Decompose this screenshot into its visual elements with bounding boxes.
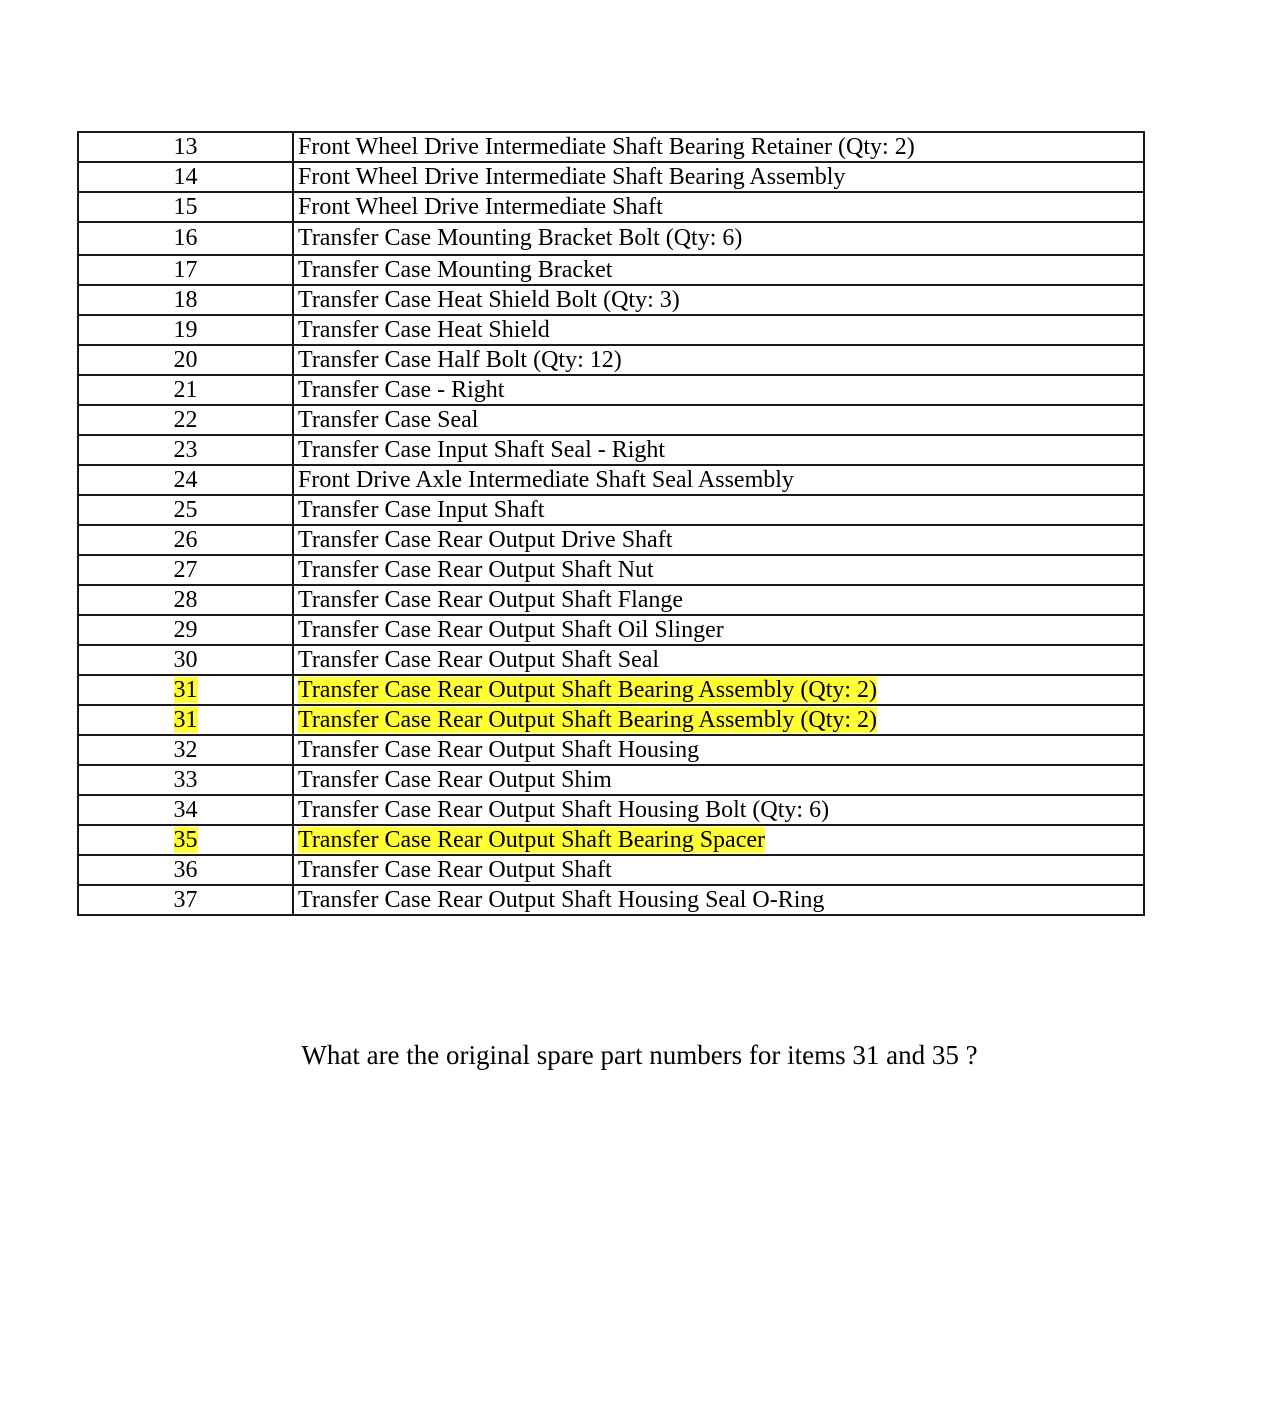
item-description-highlight: Transfer Case Rear Output Shaft Bearing Assembly (Qty: 2) (298, 677, 878, 703)
item-number: 30 (173, 647, 198, 673)
table-row (78, 315, 1144, 345)
item-number: 29 (173, 617, 198, 643)
item-number-cell (78, 705, 293, 735)
question-label: What are the original spare part numbers for items 31 and 35 ? (301, 1040, 978, 1070)
table-row (78, 465, 1144, 495)
item-number: 26 (173, 527, 198, 553)
description-cell (293, 345, 1144, 375)
table-row (78, 855, 1144, 885)
table-row (78, 555, 1144, 585)
description-cell (293, 765, 1144, 795)
item-number: 19 (173, 317, 198, 343)
item-number: 24 (173, 467, 198, 493)
table-row (78, 585, 1144, 615)
item-number: 21 (173, 377, 198, 403)
description-cell (293, 675, 1144, 705)
item-description: Transfer Case Rear Output Shaft Housing (298, 737, 700, 763)
item-description: Transfer Case Input Shaft Seal - Right (298, 437, 666, 463)
item-number-cell (78, 585, 293, 615)
table-row (78, 375, 1144, 405)
table-row (78, 525, 1144, 555)
item-description: Transfer Case Mounting Bracket (298, 257, 613, 283)
item-number-highlight: 31 (173, 677, 198, 703)
item-number-cell (78, 555, 293, 585)
table-row (78, 192, 1144, 222)
item-number-highlight: 31 (173, 707, 198, 733)
item-description: Transfer Case Seal (298, 407, 479, 433)
table-row-highlighted (78, 825, 1144, 855)
item-number: 23 (173, 437, 198, 463)
item-number: 34 (173, 797, 198, 823)
item-description: Front Wheel Drive Intermediate Shaft Bearing Retainer (Qty: 2) (298, 134, 915, 160)
table-row (78, 162, 1144, 192)
item-number-cell (78, 465, 293, 495)
description-cell (293, 315, 1144, 345)
item-description: Transfer Case Rear Output Shaft (298, 857, 612, 883)
item-description-highlight: Transfer Case Rear Output Shaft Bearing Spacer (298, 827, 765, 853)
item-number-cell (78, 315, 293, 345)
item-number-cell (78, 675, 293, 705)
table-row (78, 435, 1144, 465)
description-cell (293, 735, 1144, 765)
item-number-cell (78, 192, 293, 222)
item-number: 17 (173, 257, 198, 283)
item-description: Transfer Case Mounting Bracket Bolt (Qty: 6) (298, 225, 743, 251)
item-description: Transfer Case Rear Output Shaft Nut (298, 557, 654, 583)
item-number-cell (78, 132, 293, 162)
item-number: 16 (173, 225, 198, 251)
item-number-cell (78, 645, 293, 675)
table-row (78, 285, 1144, 315)
item-description: Transfer Case Rear Output Drive Shaft (298, 527, 673, 553)
description-cell (293, 222, 1144, 255)
item-description: Transfer Case Heat Shield Bolt (Qty: 3) (298, 287, 680, 313)
item-number-cell (78, 345, 293, 375)
description-cell (293, 132, 1144, 162)
item-description: Transfer Case Rear Output Shim (298, 767, 612, 793)
item-description: Transfer Case Input Shaft (298, 497, 545, 523)
item-number: 25 (173, 497, 198, 523)
item-description: Front Wheel Drive Intermediate Shaft (298, 194, 663, 220)
item-number-cell (78, 765, 293, 795)
item-number-cell (78, 735, 293, 765)
description-cell (293, 162, 1144, 192)
table-row (78, 345, 1144, 375)
table-row (78, 405, 1144, 435)
description-cell (293, 192, 1144, 222)
description-cell (293, 525, 1144, 555)
item-description: Front Drive Axle Intermediate Shaft Seal Assembly (298, 467, 794, 493)
item-number: 22 (173, 407, 198, 433)
description-cell (293, 465, 1144, 495)
description-cell (293, 555, 1144, 585)
description-cell (293, 855, 1144, 885)
item-description: Front Wheel Drive Intermediate Shaft Bearing Assembly (298, 164, 846, 190)
table-row (78, 795, 1144, 825)
item-number: 32 (173, 737, 198, 763)
item-number-cell (78, 162, 293, 192)
item-description: Transfer Case Heat Shield (298, 317, 550, 343)
item-description: Transfer Case Half Bolt (Qty: 12) (298, 347, 622, 373)
item-number-cell (78, 285, 293, 315)
item-number: 20 (173, 347, 198, 373)
item-description-highlight: Transfer Case Rear Output Shaft Bearing Assembly (Qty: 2) (298, 707, 878, 733)
description-cell (293, 435, 1144, 465)
item-description: Transfer Case - Right (298, 377, 505, 403)
table-row (78, 735, 1144, 765)
description-cell (293, 885, 1144, 915)
item-number: 15 (173, 194, 198, 220)
item-description: Transfer Case Rear Output Shaft Flange (298, 587, 684, 613)
item-number-cell (78, 525, 293, 555)
item-description: Transfer Case Rear Output Shaft Seal (298, 647, 660, 673)
item-description: Transfer Case Rear Output Shaft Oil Slinger (298, 617, 724, 643)
item-number-cell (78, 375, 293, 405)
description-cell (293, 495, 1144, 525)
item-number-cell (78, 825, 293, 855)
table-row (78, 885, 1144, 915)
parts-table (77, 131, 1145, 916)
item-number: 18 (173, 287, 198, 313)
item-number-highlight: 35 (173, 827, 198, 853)
description-cell (293, 585, 1144, 615)
item-number: 33 (173, 767, 198, 793)
table-row (78, 255, 1144, 285)
description-cell (293, 705, 1144, 735)
item-number-cell (78, 405, 293, 435)
item-number: 36 (173, 857, 198, 883)
item-description: Transfer Case Rear Output Shaft Housing Seal O-Ring (298, 887, 825, 913)
table-row (78, 495, 1144, 525)
description-cell (293, 615, 1144, 645)
table-row (78, 615, 1144, 645)
item-number-cell (78, 222, 293, 255)
description-cell (293, 255, 1144, 285)
item-number: 13 (173, 134, 198, 160)
item-number: 28 (173, 587, 198, 613)
description-cell (293, 825, 1144, 855)
item-number-cell (78, 435, 293, 465)
table-row (78, 645, 1144, 675)
item-number-cell (78, 255, 293, 285)
question-text (0, 1038, 1271, 1072)
description-cell (293, 645, 1144, 675)
table-row-highlighted (78, 675, 1144, 705)
table-row (78, 132, 1144, 162)
table-row-highlighted (78, 705, 1144, 735)
item-number-cell (78, 795, 293, 825)
description-cell (293, 795, 1144, 825)
item-number: 27 (173, 557, 198, 583)
description-cell (293, 405, 1144, 435)
item-number: 37 (173, 887, 198, 913)
item-description: Transfer Case Rear Output Shaft Housing Bolt (Qty: 6) (298, 797, 830, 823)
item-number: 14 (173, 164, 198, 190)
item-number-cell (78, 855, 293, 885)
item-number-cell (78, 615, 293, 645)
description-cell (293, 285, 1144, 315)
description-cell (293, 375, 1144, 405)
table-row (78, 222, 1144, 255)
item-number-cell (78, 885, 293, 915)
item-number-cell (78, 495, 293, 525)
table-row (78, 765, 1144, 795)
